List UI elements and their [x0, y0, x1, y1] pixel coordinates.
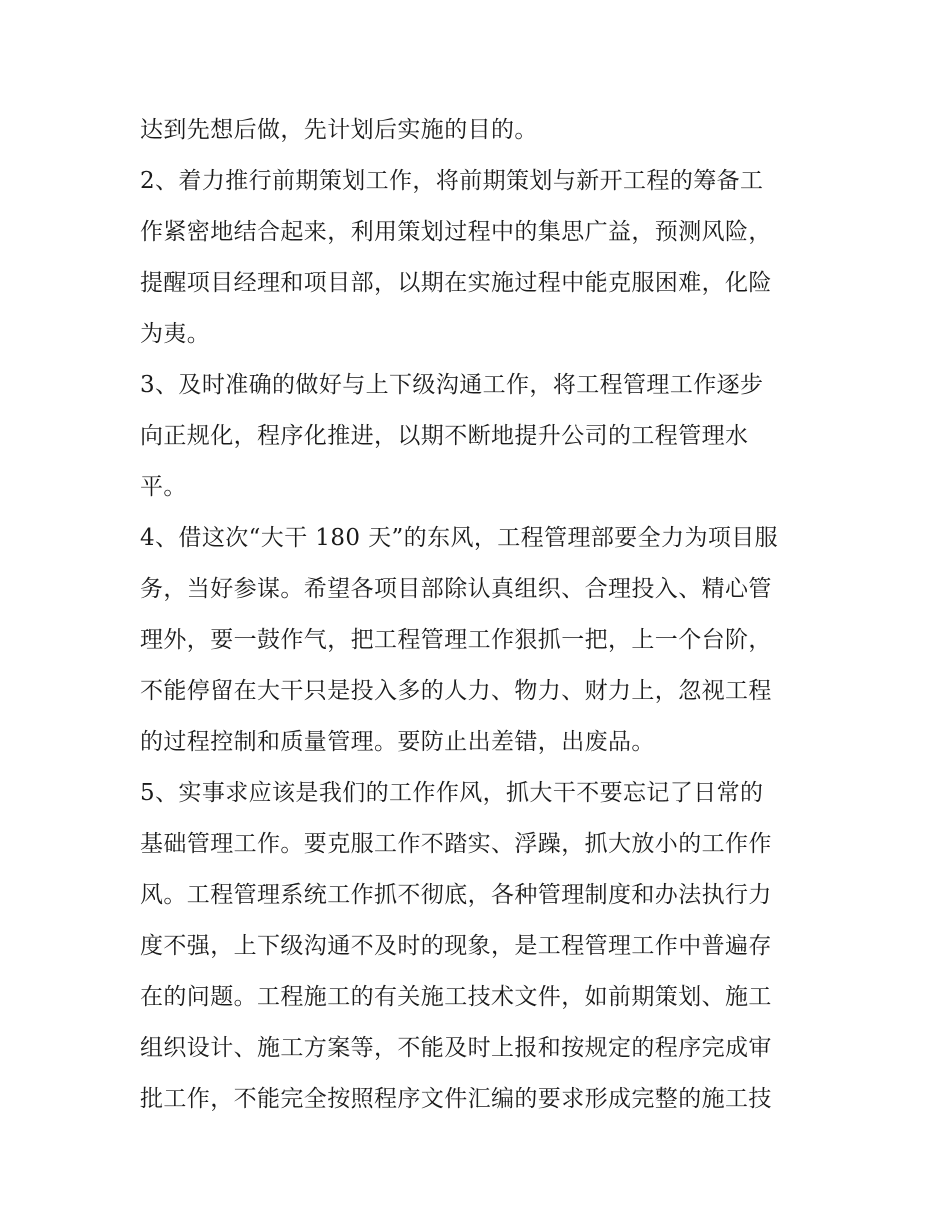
text-line: 达到先想后做，先计划后实施的目的。: [140, 117, 538, 143]
text-line: 2、着力推行前期策划工作，将前期策划与新开工程的筹备工: [140, 168, 764, 194]
document-body: [140, 105, 820, 1125]
text-line: 的过程控制和质量管理。要防止出差错，出废品。: [140, 729, 655, 755]
text-line: 作紧密地结合起来，利用策划过程中的集思广益，预测风险，: [140, 219, 772, 245]
text-line: 风。工程管理系统工作抓不彻底，各种管理制度和办法执行力: [140, 882, 772, 908]
text-line: 基础管理工作。要克服工作不踏实、浮躁，抓大放小的工作作: [140, 831, 772, 857]
text-line: 平。: [140, 474, 187, 500]
text-line: 向正规化，程序化推进，以期不断地提升公司的工程管理水: [140, 423, 749, 449]
text-line: 组织设计、施工方案等，不能及时上报和按规定的程序完成审: [140, 1035, 772, 1061]
text-line: 提醒项目经理和项目部，以期在实施过程中能克服困难，化险: [140, 270, 772, 296]
text-line: 度不强，上下级沟通不及时的现象，是工程管理工作中普遍存: [140, 933, 772, 959]
text-line: 4、借这次“大干 180 天”的东风，工程管理部要全力为项目服: [140, 525, 779, 551]
text-line: 为夷。: [140, 321, 211, 347]
text-line: 5、实事求应该是我们的工作作风，抓大干不要忘记了日常的: [140, 780, 764, 806]
text-line: 务，当好参谋。希望各项目部除认真组织、合理投入、精心管: [140, 576, 772, 602]
text-line: 批工作，不能完全按照程序文件汇编的要求形成完整的施工技: [140, 1086, 772, 1112]
text-line: 理外，要一鼓作气，把工程管理工作狠抓一把，上一个台阶，: [140, 627, 772, 653]
text-line: 在的问题。工程施工的有关施工技术文件，如前期策划、施工: [140, 984, 772, 1010]
text-line: 3、及时准确的做好与上下级沟通工作，将工程管理工作逐步: [140, 372, 764, 398]
text-line: 不能停留在大干只是投入多的人力、物力、财力上，忽视工程: [140, 678, 772, 704]
